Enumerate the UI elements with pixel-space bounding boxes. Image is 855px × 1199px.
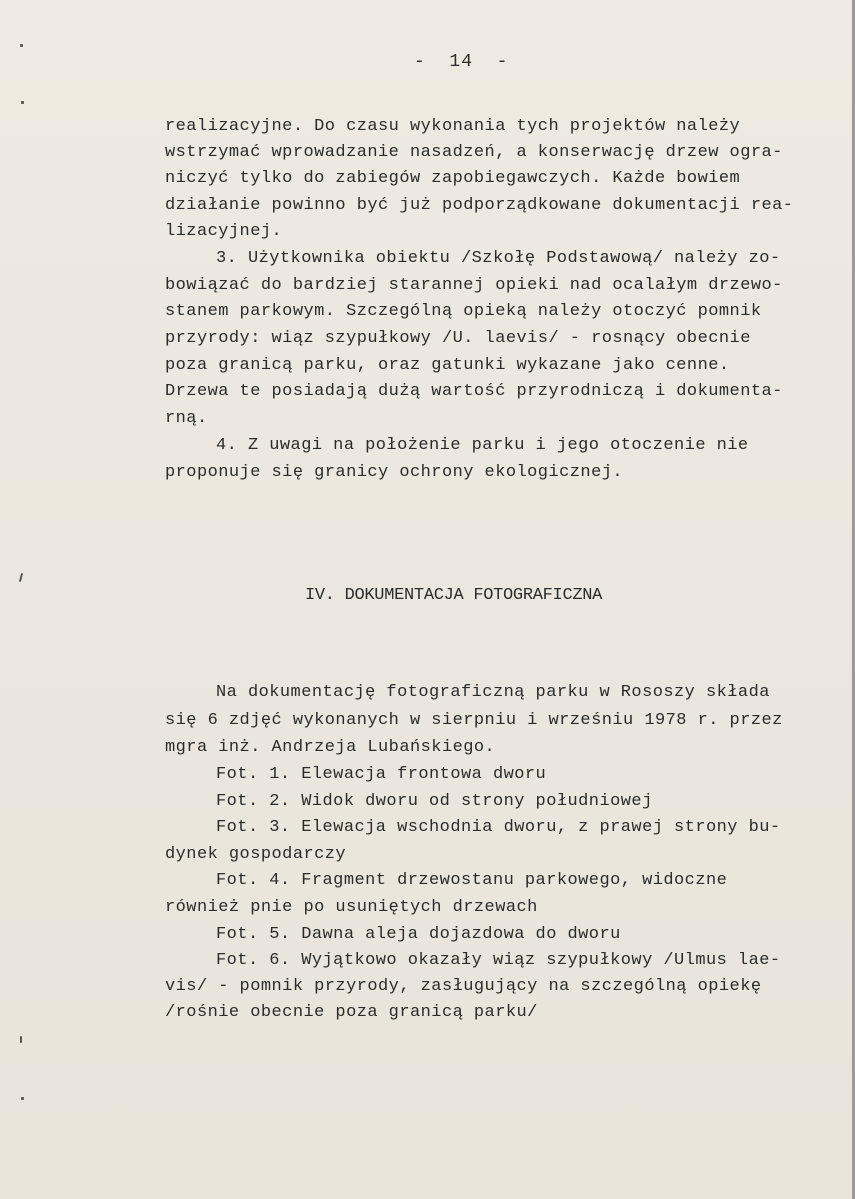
photo-entry: Fot. 4. Fragment drzewostanu parkowego, widoczne [216,871,728,890]
text-line: mgra inż. Andrzeja Lubańskiego. [165,738,496,757]
text-line: Na dokumentację fotograficzną parku w Rososzy składa [216,683,770,702]
section-heading: IV. DOKUMENTACJA FOTOGRAFICZNA [305,586,603,605]
photo-entry: również pnie po usuniętych drzewach [165,898,538,917]
text-line: realizacyjne. Do czasu wykonania tych projektów należy [165,117,741,136]
photo-entry: Fot. 3. Elewacja wschodnia dworu, z prawej strony bu- [216,818,781,837]
margin-mark [20,1036,22,1043]
photo-entry: Fot. 1. Elewacja frontowa dworu [216,765,547,784]
text-line: lizacyjnej. [165,222,283,241]
text-line: Drzewa te posiadają dużą wartość przyrodniczą i dokumenta- [165,382,783,401]
margin-mark [21,1097,24,1100]
text-line: 4. Z uwagi na położenie parku i jego otoczenie nie [216,436,749,455]
text-line: stanem parkowym. Szczególną opieką należy otoczyć pomnik [165,302,762,321]
text-line: 3. Użytkownika obiektu /Szkołę Podstawową/ należy zo- [216,249,781,268]
text-line: rną. [165,409,208,428]
photo-entry: Fot. 6. Wyjątkowo okazały wiąz szypułkowy /Ulmus lae- [216,951,781,970]
page-number: - 14 - [414,52,509,72]
text-line: przyrody: wiąz szypułkowy /U. laevis/ - rosnący obecnie [165,329,751,348]
text-line: się 6 zdjęć wykonanych w sierpniu i wrześniu 1978 r. przez [165,711,783,730]
text-line: działanie powinno być już podporządkowane dokumentacji rea- [165,196,794,215]
text-line: poza granicą parku, oraz gatunki wykazane jako cenne. [165,356,730,375]
text-line: bowiązać do bardziej starannej opieki nad ocalałym drzewo- [165,276,783,295]
photo-entry: Fot. 2. Widok dworu od strony południowej [216,792,653,811]
margin-mark [21,101,24,104]
photo-entry: vis/ - pomnik przyrody, zasługujący na szczególną opiekę [165,977,762,996]
margin-mark [20,44,23,47]
text-line: proponuje się granicy ochrony ekologicznej. [165,463,624,482]
text-line: wstrzymać wprowadzanie nasadzeń, a konserwację drzew ogra- [165,143,783,162]
text-line: niczyć tylko do zabiegów zapobiegawczych. Każde bowiem [165,169,741,188]
photo-entry: Fot. 5. Dawna aleja dojazdowa do dworu [216,925,621,944]
photo-entry: dynek gospodarczy [165,845,347,864]
margin-mark [19,573,23,582]
photo-entry: /rośnie obecnie poza granicą parku/ [165,1003,538,1022]
